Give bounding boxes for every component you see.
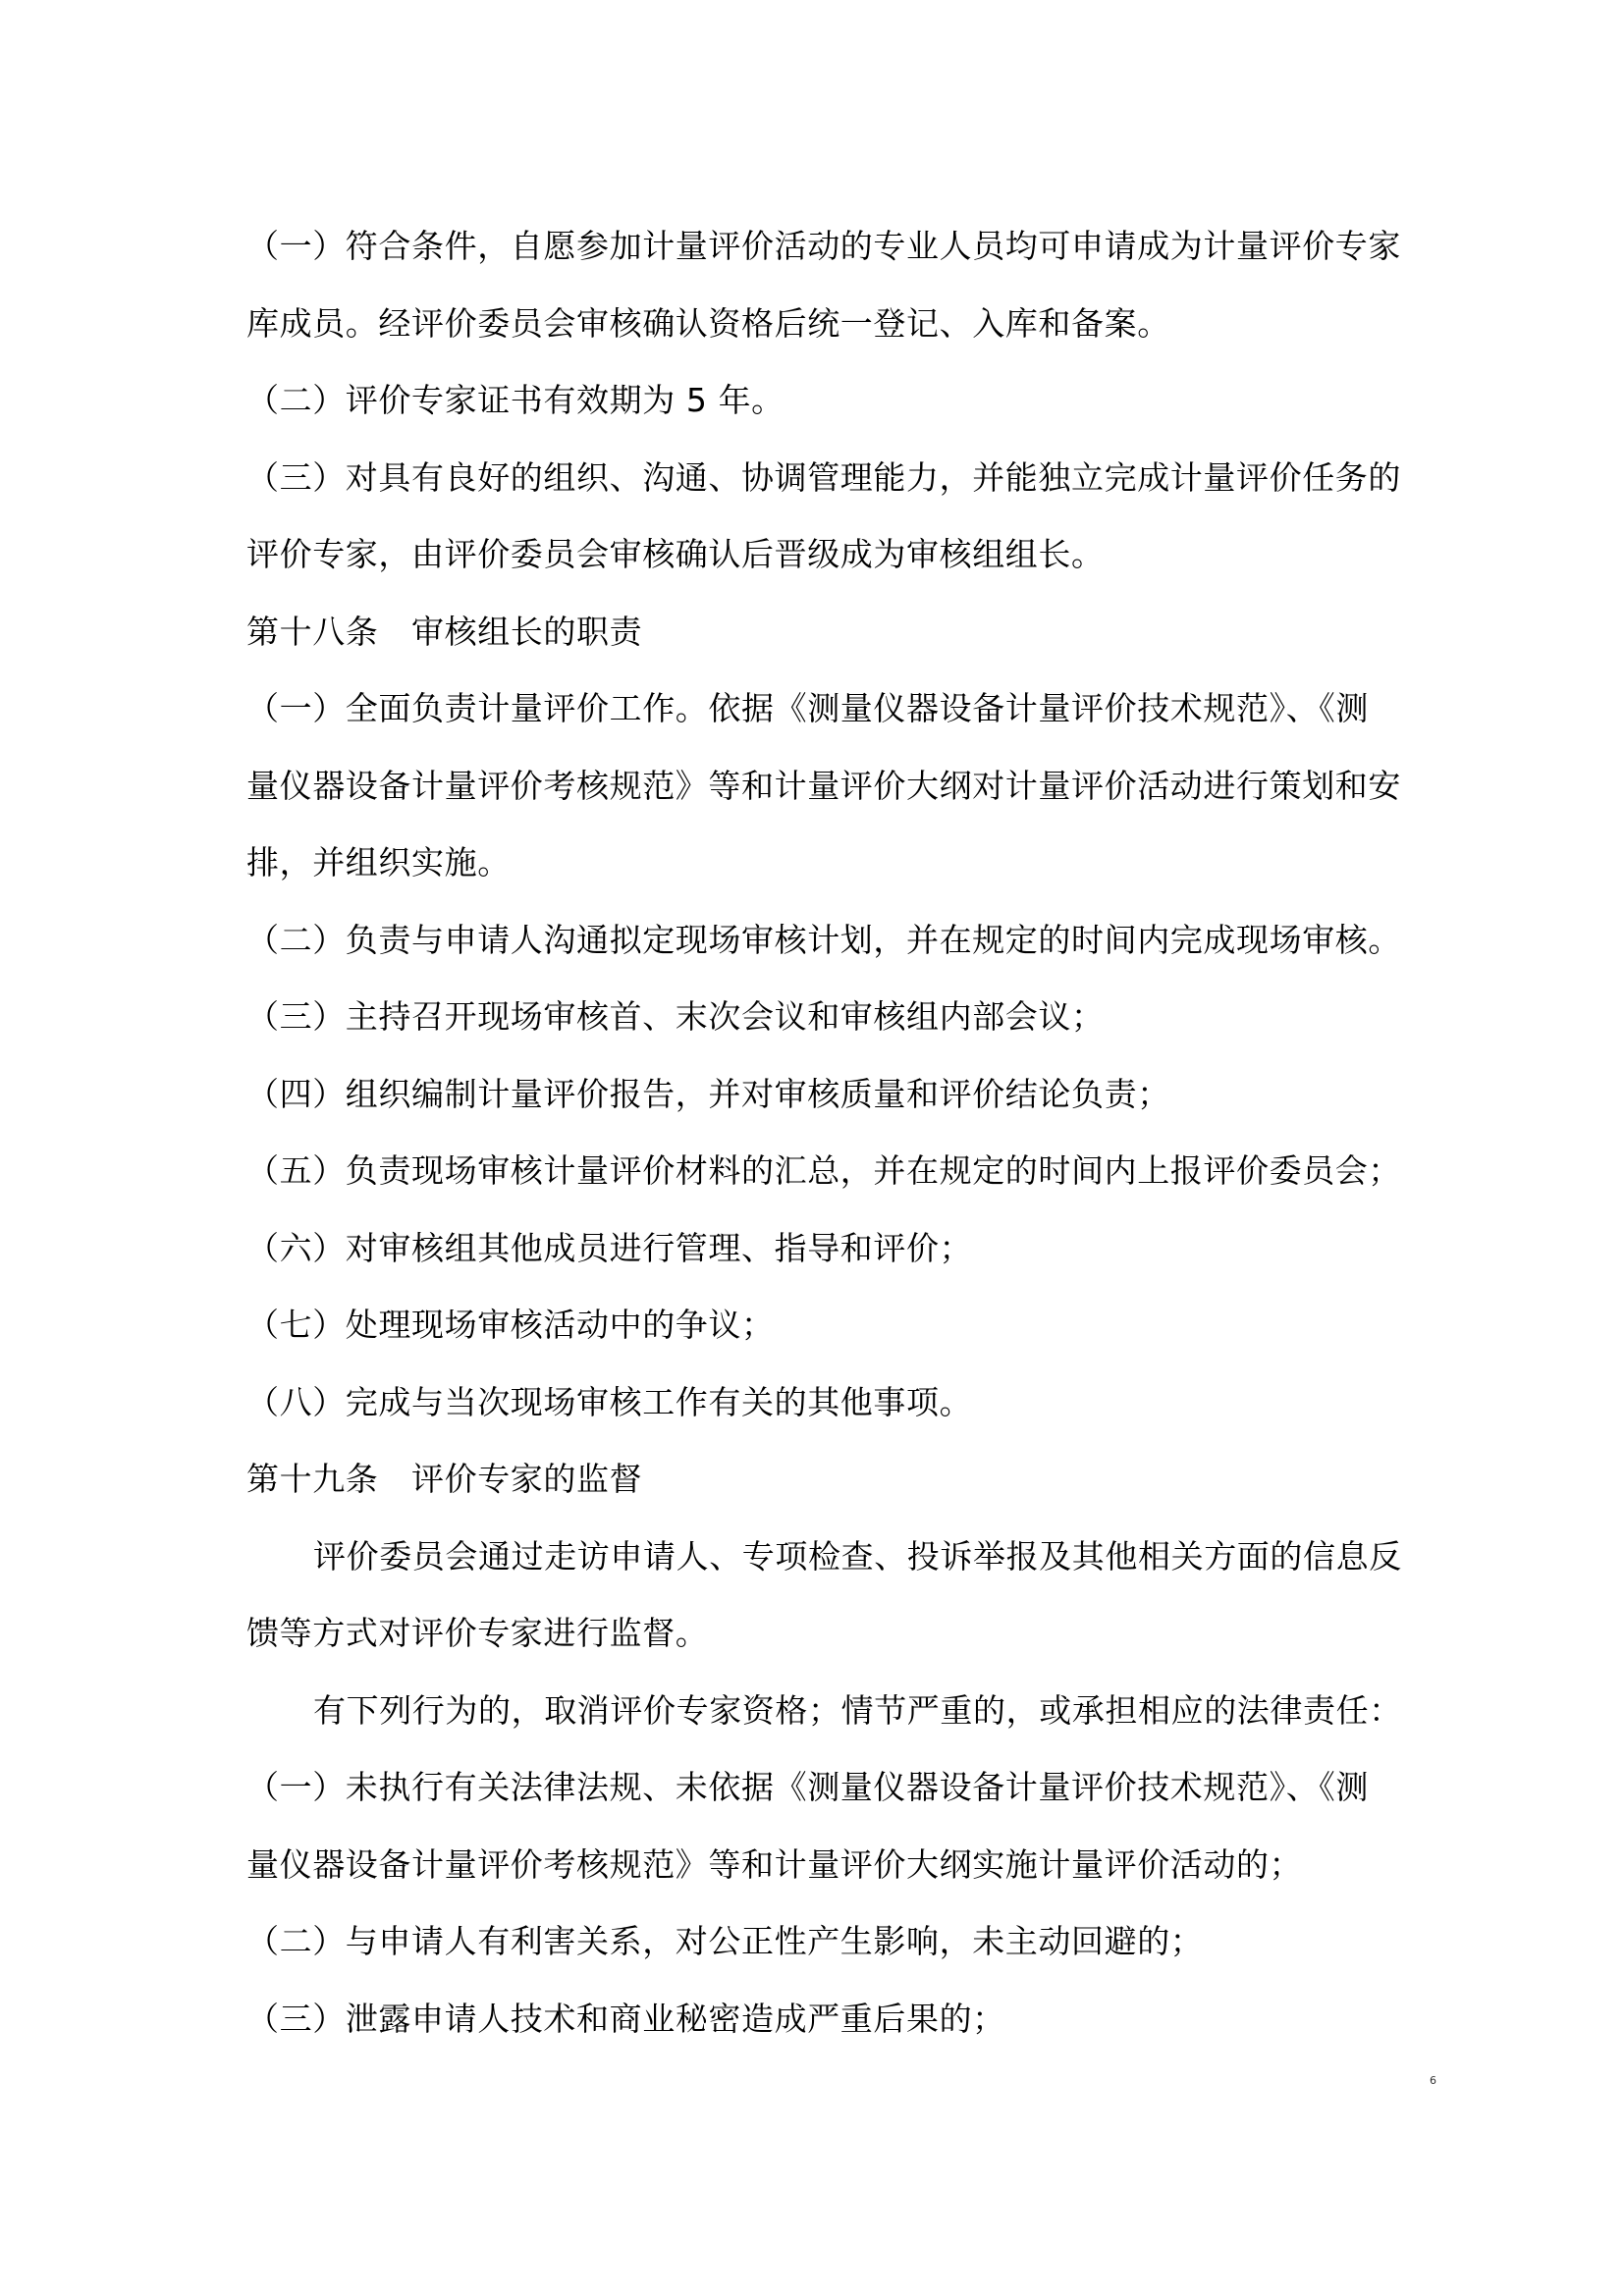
- text-line: （一）未执行有关法律法规、未依据《测量仪器设备计量评价技术规范》、《测: [246, 1768, 1369, 1806]
- text-line: （五）负责现场审核计量评价材料的汇总，并在规定的时间内上报评价委员会；: [246, 1151, 1401, 1190]
- text-line: （二）与申请人有利害关系，对公正性产生影响，未主动回避的；: [246, 1922, 1204, 1960]
- text-line: 有下列行为的，取消评价专家资格；情节严重的，或承担相应的法律责任：: [313, 1690, 1402, 1730]
- text-line: 评价专家，由评价委员会审核确认后晋级成为审核组组长。: [246, 535, 1105, 573]
- page-number: 6: [1430, 2074, 1436, 2087]
- text-line: （八）完成与当次现场审核工作有关的其他事项。: [246, 1382, 973, 1421]
- article-heading: 第十九条 评价专家的监督: [246, 1460, 643, 1498]
- text-line: （二）负责与申请人沟通拟定现场审核计划，并在规定的时间内完成现场审核。: [246, 920, 1401, 959]
- text-line: （三）泄露申请人技术和商业秘密造成严重后果的；: [246, 1999, 1005, 2038]
- text-line: （七）处理现场审核活动中的争议；: [246, 1306, 775, 1344]
- text-line: （三）主持召开现场审核首、末次会议和审核组内部会议；: [246, 997, 1105, 1036]
- text-line: 馈等方式对评价专家进行监督。: [246, 1614, 709, 1652]
- text-line: 量仪器设备计量评价考核规范》等和计量评价大纲实施计量评价活动的；: [246, 1844, 1303, 1884]
- text-line: （一）全面负责计量评价工作。依据《测量仪器设备计量评价技术规范》、《测: [246, 689, 1369, 727]
- text-line: （六）对审核组其他成员进行管理、指导和评价；: [246, 1228, 973, 1267]
- text-line: 库成员。经评价委员会审核确认资格后统一登记、入库和备案。: [246, 303, 1170, 343]
- text-line: （四）组织编制计量评价报告，并对审核质量和评价结论负责；: [246, 1074, 1170, 1113]
- text-line: 排，并组织实施。: [246, 843, 511, 881]
- text-line: （一）符合条件，自愿参加计量评价活动的专业人员均可申请成为计量评价专家: [246, 227, 1401, 265]
- text-line: （二）评价专家证书有效期为 5 年。: [246, 381, 785, 419]
- text-line: （三）对具有良好的组织、沟通、协调管理能力，并能独立完成计量评价任务的: [246, 457, 1401, 497]
- document-body: [246, 216, 1402, 2065]
- text-line: 量仪器设备计量评价考核规范》等和计量评价大纲对计量评价活动进行策划和安: [246, 766, 1401, 805]
- article-heading: 第十八条 审核组长的职责: [246, 612, 643, 651]
- text-line: 评价委员会通过走访申请人、专项检查、投诉举报及其他相关方面的信息反: [313, 1536, 1402, 1575]
